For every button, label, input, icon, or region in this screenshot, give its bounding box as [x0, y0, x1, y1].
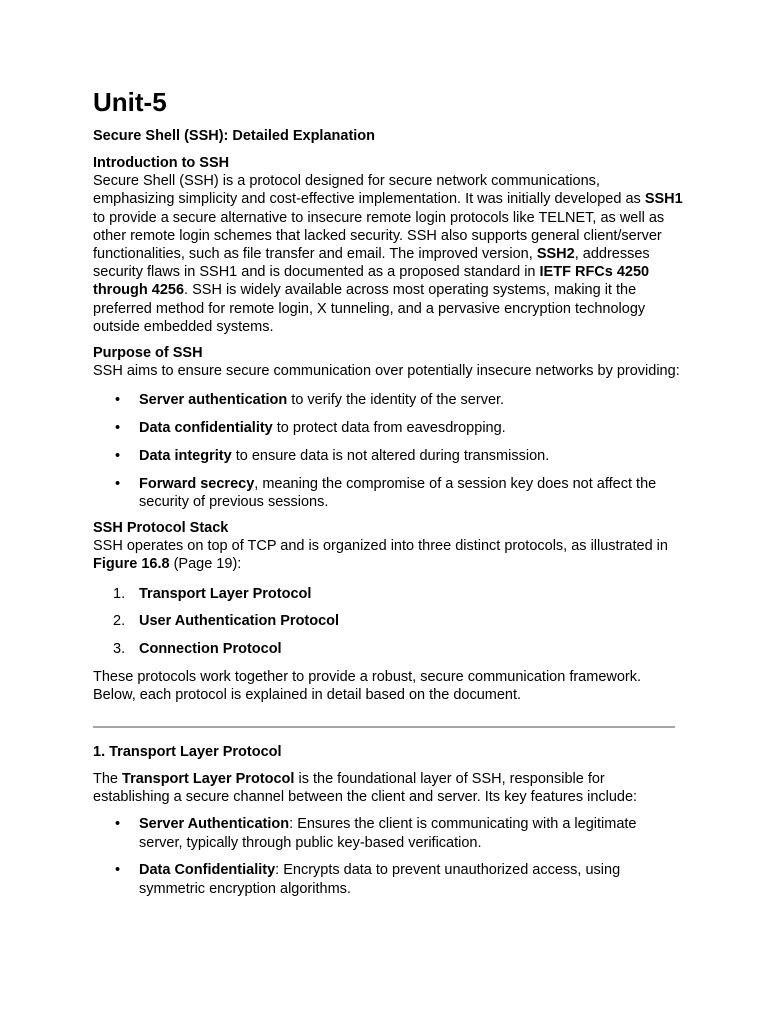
- purpose-heading: Purpose of SSH: [93, 345, 203, 362]
- stack-paragraph: SSH operates on top of TCP and is organized into three distinct protocols, as illustrated in Figure 16.8 (Page 19):: [93, 538, 668, 573]
- unit-title: Unit-5: [93, 87, 167, 117]
- transport-list: [93, 815, 683, 897]
- intro-paragraph: Secure Shell (SSH) is a protocol designed for secure network communications, emphasizing simplicity and cost-effective implementation. It was initially developed as SSH1 to provide a secure alternative to insecure remote login protocols like TELNET, as well as other remote login schemes that lacked security. SSH also supports general client/server functionalities, such as file transfer and email. The improved version, SSH2, addresses security flaws in SSH1 and is documented as a proposed standard in IETF RFCs 4250 through 4256. SSH is widely available across most operating systems, making it the preferred method for remote login, X tunneling, and a pervasive encryption technology outside embedded systems.: [93, 173, 683, 335]
- stack-list: [93, 585, 683, 659]
- stack-heading: SSH Protocol Stack: [93, 519, 229, 536]
- document-subtitle: Secure Shell (SSH): Detailed Explanation: [93, 128, 376, 144]
- list-item: • Data Confidentiality: Encrypts data to prevent unauthorized access, using symmetric encryption algorithms.: [115, 862, 621, 897]
- purpose-list: [93, 391, 683, 511]
- list-item: • Server authentication to verify the identity of the server.: [115, 392, 505, 409]
- list-item: 2. User Authentication Protocol: [113, 613, 340, 630]
- list-item: • Data confidentiality to protect data from eavesdropping.: [115, 420, 506, 437]
- stack-after-paragraph: These protocols work together to provide a robust, secure communication framework. Below, each protocol is explained in detail based on the document.: [93, 668, 642, 703]
- section-divider: [93, 726, 675, 728]
- list-item: • Data integrity to ensure data is not altered during transmission.: [115, 447, 550, 464]
- purpose-section: [93, 344, 683, 380]
- transport-paragraph: The Transport Layer Protocol is the foundational layer of SSH, responsible for establishing a secure channel between the client and server. Its key features include:: [93, 771, 638, 806]
- list-item: 3. Connection Protocol: [113, 640, 282, 657]
- list-item: • Server Authentication: Ensures the client is communicating with a legitimate server, typically through public key-based verification.: [115, 816, 637, 851]
- purpose-paragraph: SSH aims to ensure secure communication over potentially insecure networks by providing:: [93, 363, 680, 380]
- list-item: 1. Transport Layer Protocol: [113, 585, 312, 602]
- list-item: • Forward secrecy, meaning the compromise of a session key does not affect the security of previous sessions.: [115, 475, 657, 510]
- stack-section: [93, 519, 683, 574]
- transport-heading: 1. Transport Layer Protocol: [93, 744, 282, 761]
- intro-heading: Introduction to SSH: [93, 155, 230, 171]
- document-content: [93, 86, 683, 907]
- intro-section: [93, 154, 683, 336]
